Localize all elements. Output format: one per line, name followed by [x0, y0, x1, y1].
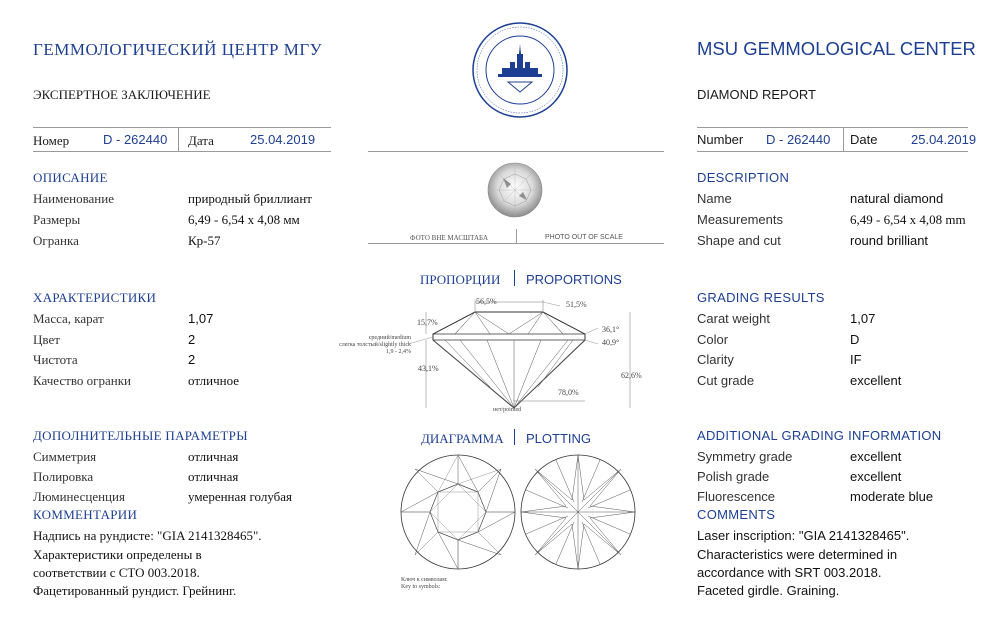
comment-line-en: accordance with SRT 003.2018.	[697, 565, 882, 580]
proportions-heading-ru: ПРОПОРЦИИ	[420, 272, 501, 287]
plotting-heading-ru: ДИАГРАММА	[421, 431, 504, 446]
culet: нет/pointed	[493, 407, 522, 413]
grading-value-en: excellent	[850, 373, 902, 388]
grading-label-ru: Цвет	[33, 332, 60, 347]
comment-line-ru: Надпись на рундисте: "GIA 2141328465".	[33, 528, 262, 543]
grading-label-ru: Чистота	[33, 352, 78, 367]
girdle-line-1: средний/medium	[368, 335, 411, 341]
grading-label-en: Color	[697, 332, 729, 347]
comments-heading-en: COMMENTS	[697, 507, 776, 522]
photo-caption-ru: ФОТО ВНЕ МАСШТАБА	[410, 234, 489, 242]
desc-value-en: natural diamond	[850, 191, 944, 206]
additional-value-ru: отличная	[188, 449, 239, 464]
date-value-en: 25.04.2019	[911, 132, 977, 147]
number-row-bottom-rule	[33, 151, 331, 152]
grading-value-en: IF	[850, 352, 862, 367]
additional-value-en: moderate blue	[850, 489, 934, 504]
additional-heading-ru: ДОПОЛНИТЕЛЬНЫЕ ПАРАМЕТРЫ	[33, 428, 248, 443]
desc-label-en: Shape and cut	[697, 233, 781, 248]
additional-value-ru: умеренная голубая	[188, 489, 293, 504]
diamond-photo	[485, 160, 545, 220]
number-value-en: D - 262440	[766, 132, 831, 147]
plotting-crown-view	[398, 452, 518, 572]
description-heading-ru: ОПИСАНИЕ	[33, 170, 108, 185]
key-to-symbols-ru: Ключ к символам:	[401, 577, 448, 583]
grading-value-ru: 2	[188, 352, 196, 367]
desc-label-en: Name	[697, 191, 732, 206]
additional-value-en: excellent	[850, 449, 902, 464]
additional-value-en: excellent	[850, 469, 902, 484]
comment-line-en: Laser inscription: "GIA 2141328465".	[697, 528, 910, 543]
number-row-divider-en	[843, 127, 844, 151]
star-pct: 51,5%	[566, 300, 587, 309]
plotting-heading-divider	[514, 429, 515, 445]
number-row-top-rule	[33, 127, 331, 128]
number-row-divider	[178, 127, 179, 151]
subtitle-en: DIAMOND REPORT	[697, 87, 816, 102]
grading-label-en: Cut grade	[697, 373, 755, 388]
additional-label-en: Symmetry grade	[697, 449, 793, 464]
key-to-symbols-en: Key to symbols:	[401, 584, 441, 590]
comment-line-en: Faceted girdle. Graining.	[697, 583, 840, 598]
grading-value-ru: 2	[188, 332, 196, 347]
number-label-ru: Номер	[33, 133, 70, 148]
number-label-en: Number	[697, 132, 744, 147]
desc-label-ru: Наименование	[33, 191, 114, 206]
desc-value-ru: Кр-57	[188, 233, 221, 248]
crown-angle: 36,1°	[602, 325, 620, 334]
date-value-ru: 25.04.2019	[250, 132, 316, 147]
photo-caption-en: PHOTO OUT OF SCALE	[545, 234, 623, 241]
desc-value-en: 6,49 - 6,54 x 4,08 mm	[850, 212, 966, 227]
crown-height-pct: 15,7%	[417, 318, 438, 327]
girdle-line-3: 1,9 - 2,4%	[386, 349, 411, 355]
comment-line-en: Characteristics were determined in	[697, 547, 898, 562]
additional-label-ru: Люминесценция	[33, 489, 125, 504]
date-label-ru: Дата	[188, 133, 214, 148]
plotting-pavilion-view	[518, 452, 638, 572]
title-en: MSU GEMMOLOGICAL CENTER	[697, 38, 976, 59]
number-value-ru: D - 262440	[103, 132, 168, 147]
proportions-heading-divider	[514, 270, 515, 286]
grading-label-ru: Качество огранки	[33, 373, 131, 388]
desc-label-ru: Огранка	[33, 233, 79, 248]
additional-label-en: Fluorescence	[697, 489, 776, 504]
number-row-top-rule-en	[697, 127, 968, 128]
grading-heading-ru: ХАРАКТЕРИСТИКИ	[33, 290, 157, 305]
additional-label-en: Polish grade	[697, 469, 770, 484]
pavilion-depth-pct: 43,1%	[418, 364, 439, 373]
desc-value-en: round brilliant	[850, 233, 929, 248]
subtitle-ru: ЭКСПЕРТНОЕ ЗАКЛЮЧЕНИЕ	[33, 87, 211, 102]
additional-label-ru: Симметрия	[33, 449, 97, 464]
grading-label-en: Clarity	[697, 352, 734, 367]
photo-caption-divider	[516, 229, 517, 243]
girdle-line-2: слегка толстый/slightly thick	[339, 342, 411, 348]
lower-half-pct: 78,0%	[558, 388, 579, 397]
grading-value-ru: 1,07	[188, 311, 214, 326]
additional-heading-en: ADDITIONAL GRADING INFORMATION	[697, 428, 942, 443]
desc-label-en: Measurements	[697, 212, 783, 227]
description-heading-en: DESCRIPTION	[697, 170, 790, 185]
grading-label-ru: Масса, карат	[33, 311, 104, 326]
photo-caption-rule	[368, 243, 664, 244]
comments-heading-ru: КОММЕНТАРИИ	[33, 507, 138, 522]
comment-line-ru: Фацетированный рундист. Грейнинг.	[33, 583, 237, 598]
msu-seal-logo	[470, 20, 570, 120]
number-row-bottom-rule-en	[697, 151, 968, 152]
plotting-heading-en: PLOTTING	[526, 431, 592, 446]
comment-line-ru: соответствии с СТО 003.2018.	[33, 565, 200, 580]
date-label-en: Date	[850, 132, 878, 147]
proportions-heading-en: PROPORTIONS	[526, 272, 622, 287]
grading-label-en: Carat weight	[697, 311, 770, 326]
total-depth-pct: 62,6%	[621, 371, 642, 380]
additional-label-ru: Полировка	[33, 469, 94, 484]
title-ru: ГЕММОЛОГИЧЕСКИЙ ЦЕНТР МГУ	[33, 40, 323, 59]
table-pct: 56,5%	[476, 297, 497, 306]
additional-value-ru: отличная	[188, 469, 239, 484]
desc-label-ru: Размеры	[33, 212, 81, 227]
grading-heading-en: GRADING RESULTS	[697, 290, 825, 305]
pavilion-angle: 40,9°	[602, 338, 620, 347]
grading-value-ru: отличное	[188, 373, 240, 388]
center-top-rule	[368, 151, 664, 152]
grading-value-en: D	[850, 332, 860, 347]
comment-line-ru: Характеристики определены в	[33, 547, 202, 562]
desc-value-ru: 6,49 - 6,54 х 4,08 мм	[188, 212, 300, 227]
desc-value-ru: природный бриллиант	[188, 191, 312, 206]
grading-value-en: 1,07	[850, 311, 876, 326]
